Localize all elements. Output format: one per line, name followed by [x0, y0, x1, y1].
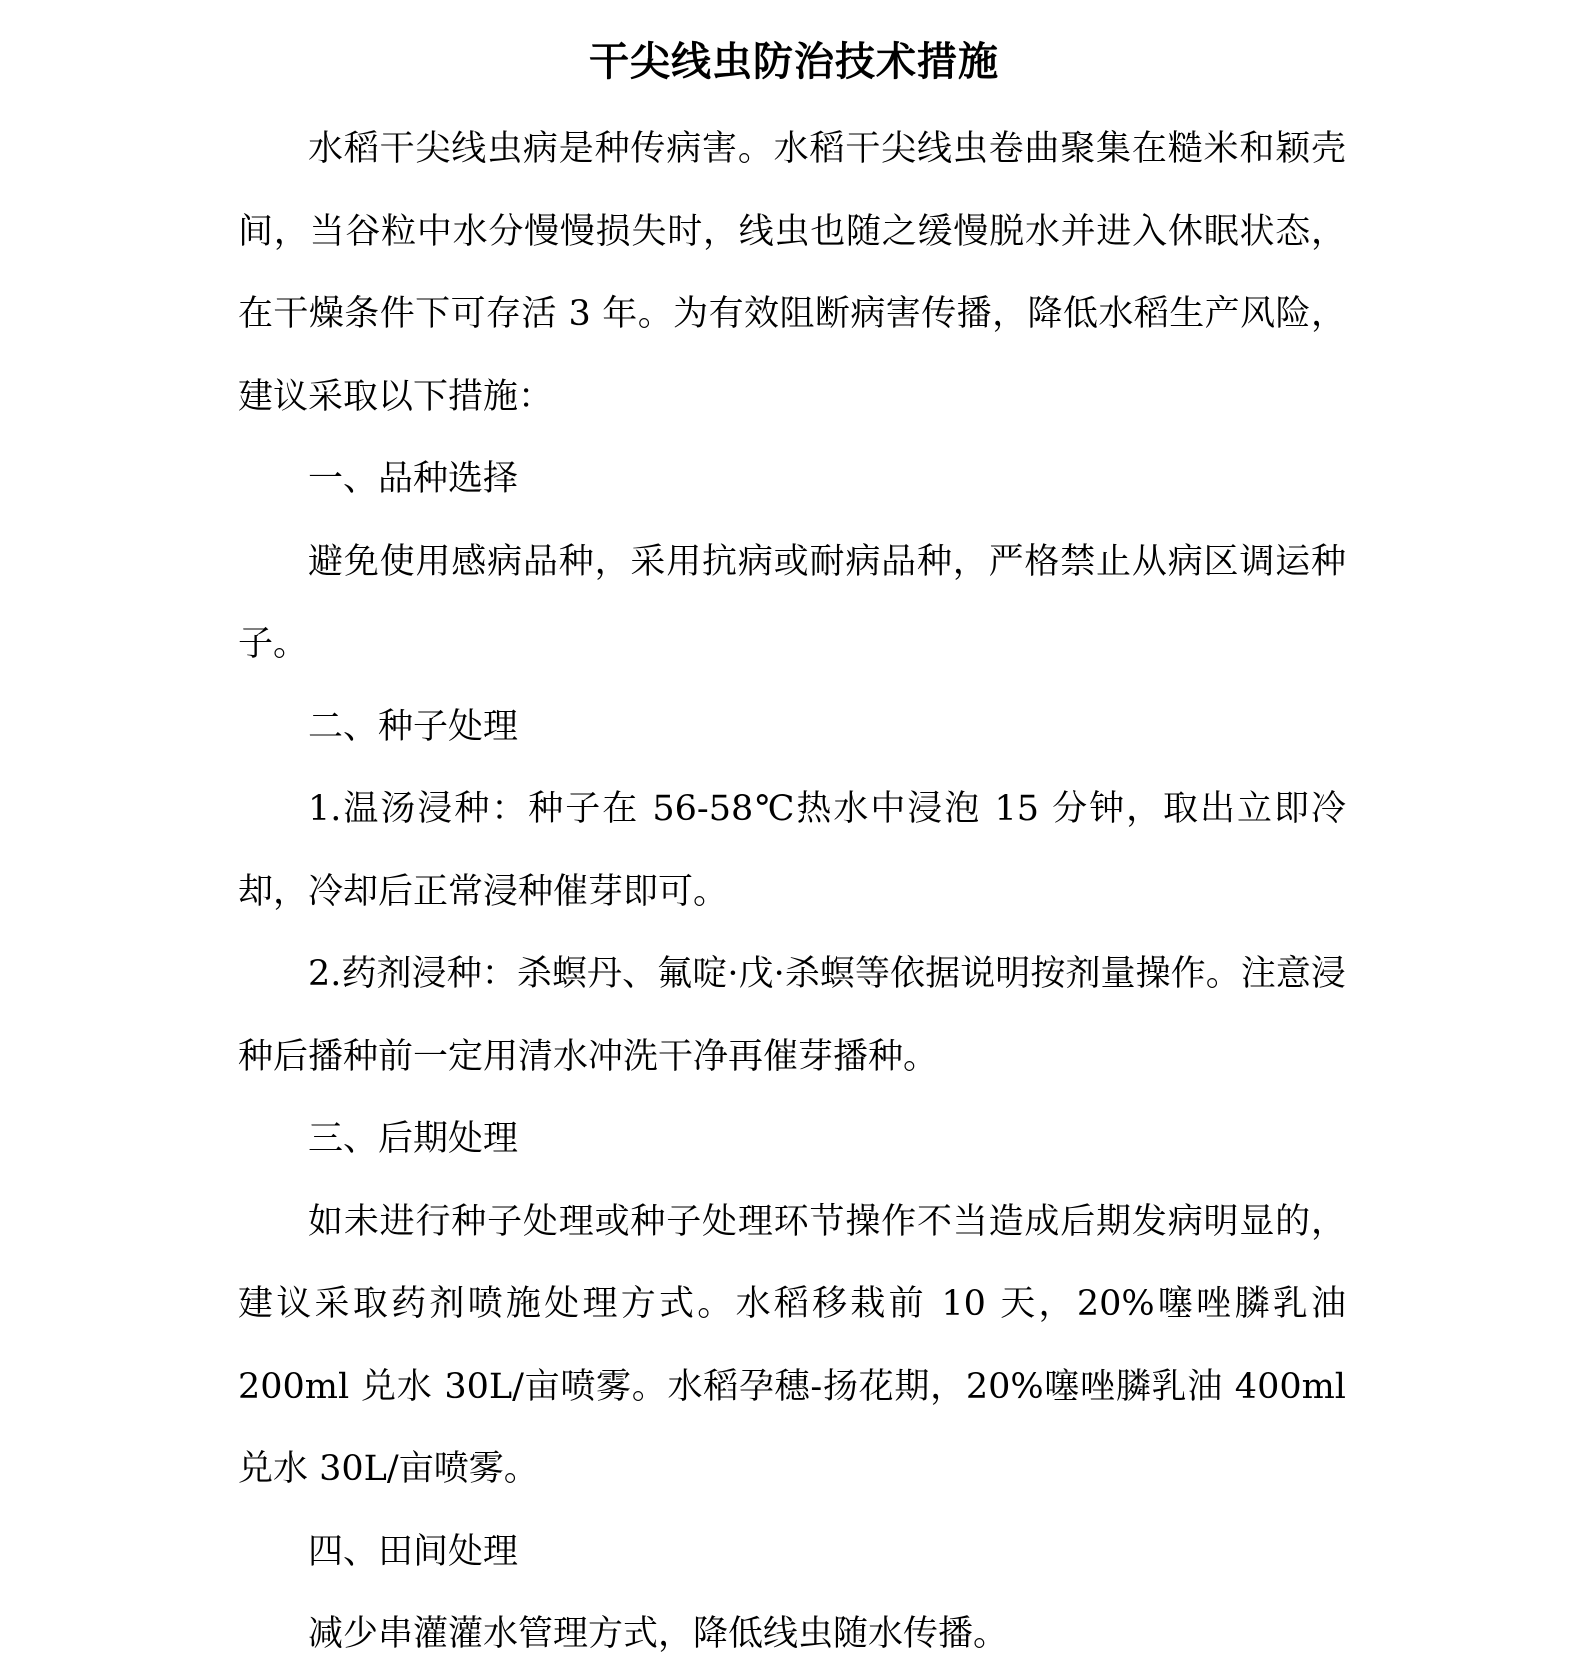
section-body-field-management: 减少串灌灌水管理方式，降低线虫随水传播。 [308, 1614, 1009, 1654]
section-body-late-treatment: 如未进行种子处理或种子处理环节操作不当造成后期发病明显的，建议采取药剂喷施处理方式。水稻移栽前 10 天，20%噻唑膦乳油 200ml 兑水 30L/亩喷雾。水稻孕穗-扬花期，20%噻唑膦乳油 400ml 兑水 30L/亩喷雾。 [238, 1201, 1346, 1489]
document-title: 干尖线虫防治技术措施 [589, 39, 999, 85]
document-body [238, 108, 1346, 1676]
section-body-variety: 避免使用感病品种，采用抗病或耐病品种，严格禁止从病区调运种子。 [238, 541, 1346, 664]
section-heading-field-management: 四、田间处理 [308, 1531, 519, 1572]
intro-paragraph: 水稻干尖线虫病是种传病害。水稻干尖线虫卷曲聚集在糙米和颖壳间，当谷粒中水分慢慢损失时，线虫也随之缓慢脱水并进入休眠状态，在干燥条件下可存活 3 年。为有效阻断病害传播，降低水稻生产风险，建议采取以下措施： [238, 129, 1346, 417]
section-heading-late-treatment: 三、后期处理 [308, 1119, 519, 1159]
section-heading-variety: 一、品种选择 [308, 459, 519, 499]
section-heading-seed-treatment: 二、种子处理 [308, 706, 519, 747]
seed-treatment-item-chemical: 2.药剂浸种：杀螟丹、氟啶·戊·杀螟等依据说明按剂量操作。注意浸种后播种前一定用清水冲洗干净再催芽播种。 [238, 954, 1346, 1077]
seed-treatment-item-warm-water: 1.温汤浸种：种子在 56-58℃热水中浸泡 15 分钟，取出立即冷却，冷却后正常浸种催芽即可。 [238, 789, 1346, 912]
